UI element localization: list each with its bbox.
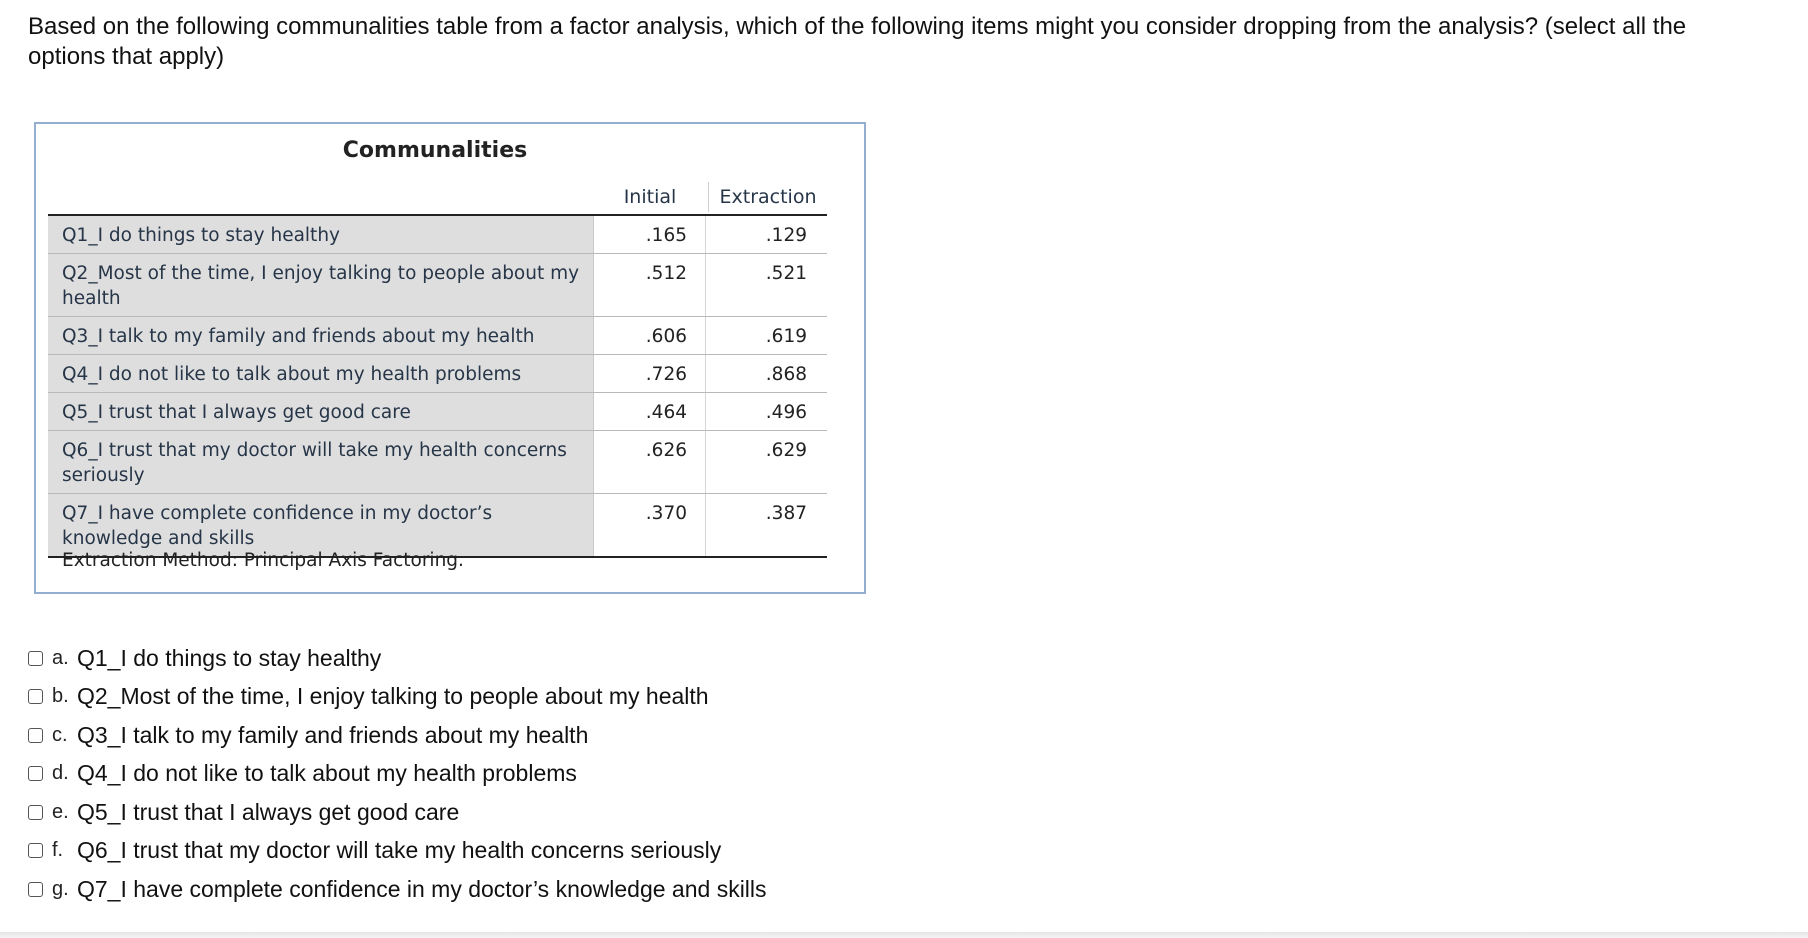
table-body [48, 216, 827, 558]
option-d[interactable] [28, 755, 767, 794]
cell-initial: .370 [594, 494, 706, 556]
checkbox-f[interactable] [28, 843, 43, 858]
table-row [48, 431, 827, 494]
row-label: Q6_I trust that my doctor will take my health concerns seriously [48, 431, 594, 493]
table-row [48, 317, 827, 355]
checkbox-a[interactable] [28, 651, 43, 666]
row-label: Q5_I trust that I always get good care [48, 393, 594, 430]
question-text: Based on the following communalities table from a factor analysis, which of the following items might you consider dropping from the analysis? (select all the options that apply) [28, 13, 1687, 70]
cell-extraction: .629 [765, 440, 807, 461]
cell-initial: .512 [594, 254, 706, 316]
checkbox-e[interactable] [28, 805, 43, 820]
option-letter: e. [52, 800, 69, 823]
column-header-extraction: Extraction [708, 182, 827, 212]
option-e[interactable] [28, 793, 767, 832]
option-text: Q5_I trust that I always get good care [77, 798, 460, 825]
option-text: Q2_Most of the time, I enjoy talking to people about my health [77, 683, 709, 710]
cell-initial: .726 [594, 355, 706, 392]
option-letter: b. [52, 685, 69, 708]
row-label: Q4_I do not like to talk about my health problems [48, 355, 594, 392]
checkbox-c[interactable] [28, 728, 43, 743]
cell-initial: .606 [594, 317, 706, 354]
option-letter: d. [52, 762, 69, 785]
table-row [48, 393, 827, 431]
communalities-table [34, 122, 866, 594]
table-title: Communalities [342, 138, 528, 163]
option-f[interactable] [28, 832, 767, 871]
cell-initial: .464 [594, 393, 706, 430]
table-footnote: Extraction Method: Principal Axis Factoring. [62, 550, 464, 571]
option-text: Q4_I do not like to talk about my health problems [77, 760, 577, 787]
cell-extraction: .868 [765, 364, 807, 385]
option-text: Q3_I talk to my family and friends about my health [77, 721, 589, 748]
row-label: Q3_I talk to my family and friends about my health [48, 317, 594, 354]
option-c[interactable] [28, 716, 767, 755]
bottom-divider [0, 932, 1808, 938]
cell-extraction: .521 [765, 263, 807, 284]
option-letter: f. [52, 839, 64, 862]
row-label: Q2_Most of the time, I enjoy talking to people about my health [48, 254, 594, 316]
table-row [48, 355, 827, 393]
cell-initial: .165 [594, 216, 706, 253]
option-letter: c. [52, 723, 68, 746]
option-b[interactable] [28, 678, 767, 717]
checkbox-b[interactable] [28, 689, 43, 704]
option-g[interactable] [28, 870, 767, 909]
cell-extraction: .496 [765, 402, 807, 423]
option-letter: g. [52, 877, 69, 900]
option-text: Q6_I trust that my doctor will take my health concerns seriously [77, 837, 722, 864]
checkbox-d[interactable] [28, 766, 43, 781]
cell-initial: .626 [594, 431, 706, 493]
checkbox-g[interactable] [28, 882, 43, 897]
table-row [48, 216, 827, 254]
cell-extraction: .619 [765, 326, 807, 347]
option-text: Q1_I do things to stay healthy [77, 644, 382, 671]
cell-extraction: .387 [765, 503, 807, 524]
row-label: Q7_I have complete confidence in my doctor’s knowledge and skills [48, 494, 594, 556]
table-row [48, 494, 827, 558]
option-text: Q7_I have complete confidence in my doctor’s knowledge and skills [77, 875, 767, 902]
cell-extraction: .129 [765, 225, 807, 246]
table-row [48, 254, 827, 317]
column-header-initial: Initial [623, 186, 677, 208]
answer-options [28, 639, 767, 909]
row-label: Q1_I do things to stay healthy [48, 216, 594, 253]
option-a[interactable] [28, 639, 767, 678]
option-letter: a. [52, 646, 69, 669]
